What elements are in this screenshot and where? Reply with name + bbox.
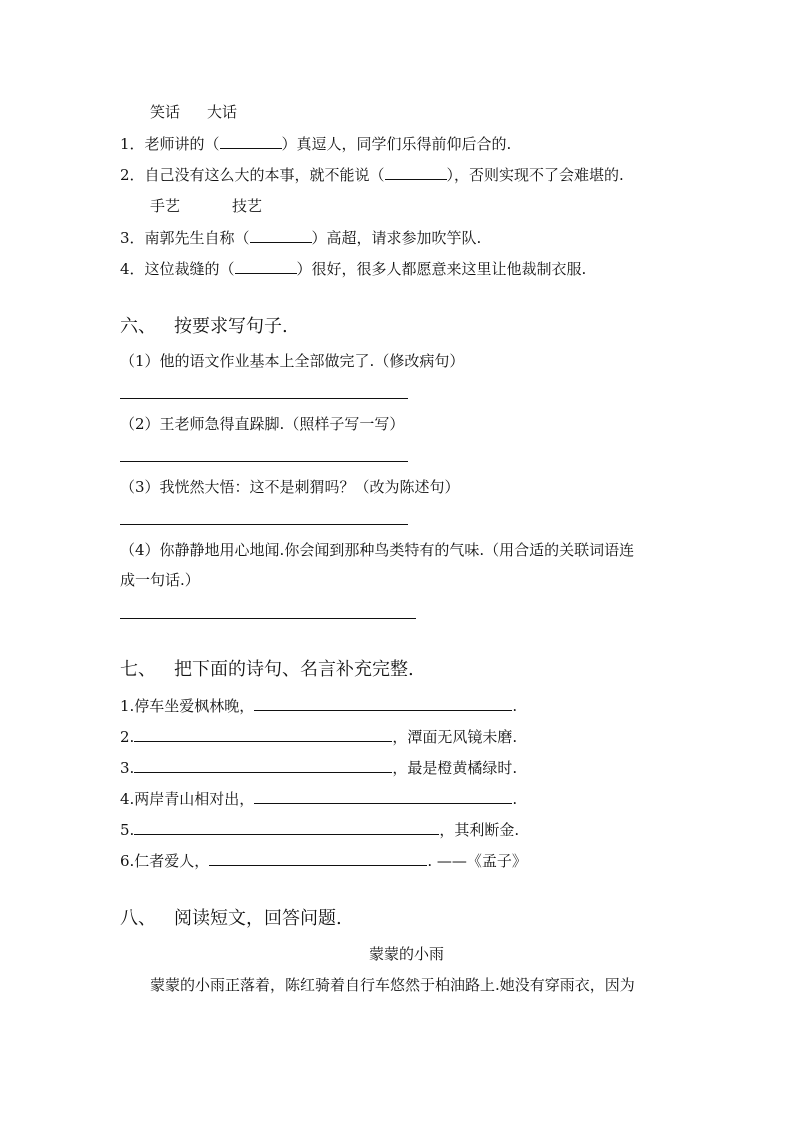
answer-line[interactable]	[120, 618, 416, 619]
question-5-1: 1．老师讲的（ ）真逗人，同学们乐得前仰后合的.	[120, 135, 512, 153]
answer-blank[interactable]	[134, 820, 439, 835]
question-5-3: 3．南郭先生自称（ ）高超，请求参加吹竽队.	[120, 229, 482, 247]
answer-line[interactable]	[120, 398, 408, 399]
word-option-dahua: 大话	[207, 103, 238, 121]
word-option-xiaohua: 笑话	[150, 103, 181, 121]
word-option-jiyi: 技艺	[232, 197, 263, 215]
word-option-shouyi: 手艺	[150, 197, 181, 215]
question-6-2: （2）王老师急得直跺脚.（照样子写一写）	[120, 415, 405, 433]
poem-item-1: 1.停车坐爱枫林晚， .	[120, 697, 518, 715]
passage-title: 蒙蒙的小雨	[369, 945, 445, 963]
answer-blank[interactable]	[250, 228, 312, 243]
poem-item-3: 3. ，最是橙黄橘绿时.	[120, 759, 518, 777]
section-8-heading: 八、 阅读短文，回答问题.	[120, 908, 342, 929]
poem-item-4: 4.两岸青山相对出， .	[120, 790, 518, 808]
poem-item-6: 6.仁者爱人， . ——《孟子》	[120, 852, 527, 870]
question-6-4: （4）你静静地用心地闻.你会闻到那种鸟类特有的气味.（用合适的关联词语连	[120, 541, 635, 559]
answer-line[interactable]	[120, 461, 408, 462]
answer-blank[interactable]	[134, 727, 392, 742]
question-5-4: 4．这位裁缝的（ ）很好，很多人都愿意来这里让他裁制衣服.	[120, 260, 587, 278]
answer-blank[interactable]	[254, 696, 512, 711]
section-6-heading: 六、 按要求写句子.	[120, 316, 288, 337]
question-6-4-cont: 成一句话.）	[120, 571, 200, 589]
section-7-heading: 七、 把下面的诗句、名言补充完整.	[120, 659, 414, 680]
poem-item-2: 2. ，潭面无风镜未磨.	[120, 728, 518, 746]
poem-item-5: 5. ，其利断金.	[120, 821, 520, 839]
question-6-1: （1）他的语文作业基本上全部做完了.（修改病句）	[120, 352, 465, 370]
passage-paragraph: 蒙蒙的小雨正落着，陈红骑着自行车悠然于柏油路上.她没有穿雨衣，因为	[150, 976, 635, 994]
answer-blank[interactable]	[385, 165, 447, 180]
question-6-3: （3）我恍然大悟：这不是刺猬吗？（改为陈述句）	[120, 478, 460, 496]
answer-blank[interactable]	[134, 758, 392, 773]
question-5-2: 2．自己没有这么大的本事，就不能说（ ），否则实现不了会难堪的.	[120, 166, 624, 184]
answer-line[interactable]	[120, 524, 408, 525]
answer-blank[interactable]	[220, 134, 282, 149]
answer-blank[interactable]	[254, 789, 512, 804]
answer-blank[interactable]	[209, 851, 427, 866]
answer-blank[interactable]	[235, 259, 297, 274]
